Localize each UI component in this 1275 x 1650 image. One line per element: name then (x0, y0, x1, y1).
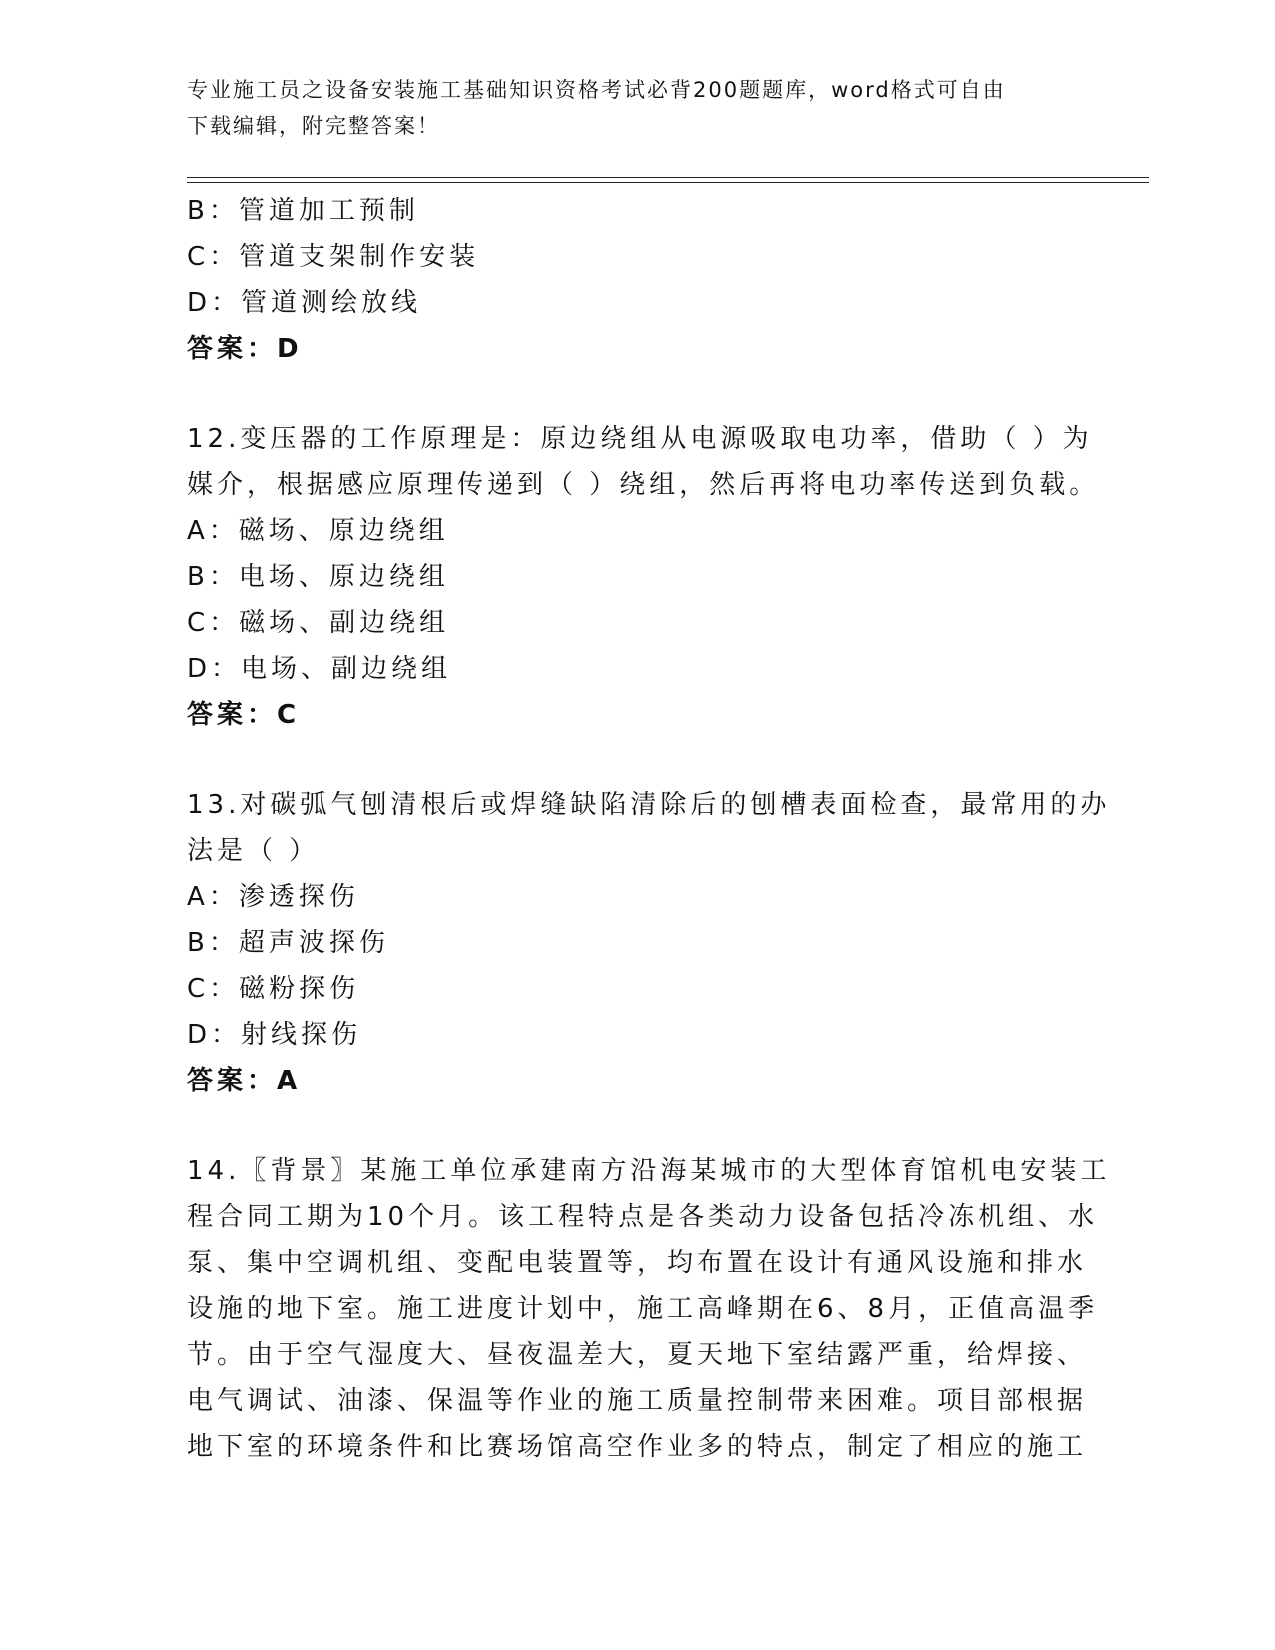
answer: 答案：D (187, 334, 303, 364)
question-stem-line: 程合同工期为10个月。该工程特点是各类动力设备包括冷冻机组、水 (187, 1202, 1099, 1232)
option-a: A：磁场、原边绕组 (187, 516, 449, 546)
option-b: B：管道加工预制 (187, 196, 419, 226)
question-stem-line: 地下室的环境条件和比赛场馆高空作业多的特点，制定了相应的施工 (187, 1432, 1088, 1462)
option-b: B：电场、原边绕组 (187, 562, 449, 592)
option-d: D：管道测绘放线 (187, 288, 422, 318)
option-b: B：超声波探伤 (187, 928, 389, 958)
option-c: C：磁场、副边绕组 (187, 608, 450, 638)
answer: 答案：A (187, 1066, 302, 1096)
option-d: D：电场、副边绕组 (187, 654, 452, 684)
question-14 (187, 1148, 1111, 1470)
page-header (187, 72, 1067, 144)
question-stem-line: 泵、集中空调机组、变配电装置等，均布置在设计有通风设施和排水 (187, 1248, 1088, 1278)
answer: 答案：C (187, 700, 301, 730)
option-c: C：磁粉探伤 (187, 974, 360, 1004)
question-stem-line: 设施的地下室。施工进度计划中，施工高峰期在6、8月，正值高温季 (187, 1294, 1099, 1324)
option-a: A：渗透探伤 (187, 882, 359, 912)
question-stem-line: 电气调试、油漆、保温等作业的施工质量控制带来困难。项目部根据 (187, 1386, 1088, 1416)
header-divider (187, 177, 1149, 183)
question-stem-line: 14.〖背景〗某施工单位承建南方沿海某城市的大型体育馆机电安装工 (187, 1156, 1111, 1186)
option-d: D：射线探伤 (187, 1020, 362, 1050)
question-12 (187, 416, 1100, 738)
option-c: C：管道支架制作安装 (187, 242, 480, 272)
header-title-line-2: 下载编辑，附完整答案！ (187, 114, 440, 138)
question-13 (187, 782, 1111, 1104)
question-stem-line: 节。由于空气湿度大、昼夜温差大，夏天地下室结露严重，给焊接、 (187, 1340, 1088, 1370)
question-list (187, 188, 1111, 1470)
question-stem-line: 媒介，根据感应原理传递到（ ）绕组，然后再将电功率传送到负载。 (187, 470, 1100, 500)
question-stem-line: 12.变压器的工作原理是：原边绕组从电源吸取电功率，借助（ ）为 (187, 424, 1093, 454)
spacer (187, 372, 1087, 416)
question-stem-line: 13.对碳弧气刨清根后或焊缝缺陷清除后的刨槽表面检查，最常用的办 (187, 790, 1111, 820)
spacer (187, 738, 1087, 782)
question-11 (187, 188, 1087, 372)
question-stem-line: 法是（ ） (187, 836, 320, 866)
spacer (187, 1104, 1087, 1148)
header-title-line-1: 专业施工员之设备安装施工基础知识资格考试必背200题题库，word格式可自由 (187, 78, 1006, 102)
